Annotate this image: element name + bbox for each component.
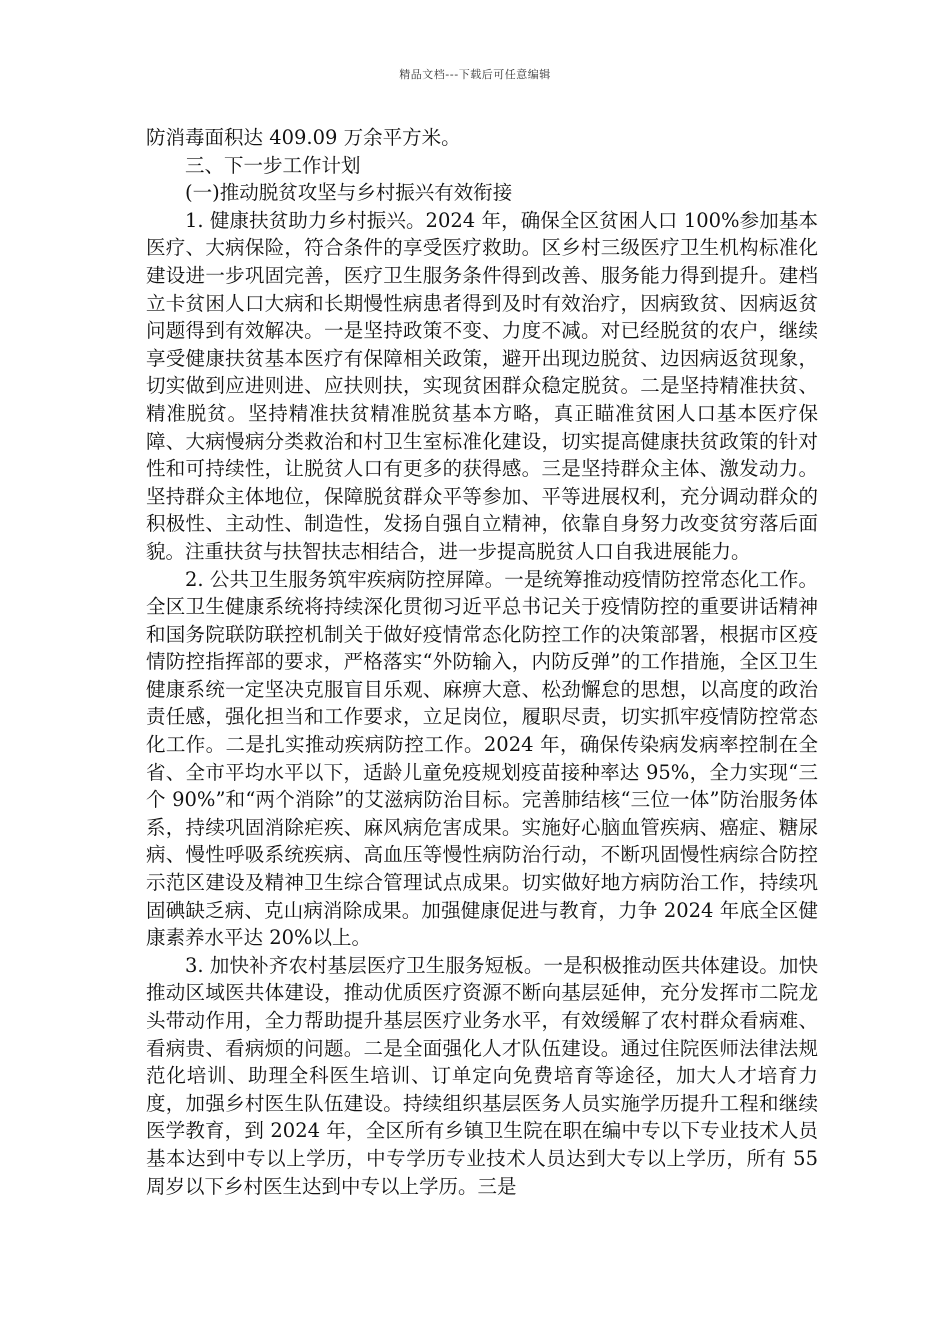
page-header: 精品文档---下载后可任意编辑: [399, 68, 551, 81]
document-body: [146, 124, 818, 1200]
paragraph: 1. 健康扶贫助力乡村振兴。2024 年，确保全区贫困人口 100%参加基本医疗、大病保险，符合条件的享受医疗救助。区乡村三级医疗卫生机构标准化建设进一步巩固完善，医疗卫生服务条件得到改善、服务能力得到提升。建档立卡贫困人口大病和长期慢性病患者得到及时有效治疗，因病致贫、因病返贫问题得到有效解决。一是坚持政策不变、力度不减。对已经脱贫的农户，继续享受健康扶贫基本医疗有保障相关政策，避开出现边脱贫、边因病返贫现象，切实做到应进则进、应扶则扶，实现贫困群众稳定脱贫。二是坚持精准扶贫、精准脱贫。坚持精准扶贫精准脱贫基本方略，真正瞄准贫困人口基本医疗保障、大病慢病分类救治和村卫生室标准化建设，切实提高健康扶贫政策的针对性和可持续性，让脱贫人口有更多的获得感。三是坚持群众主体、激发动力。坚持群众主体地位，保障脱贫群众平等参加、平等进展权利，充分调动群众的积极性、主动性、制造性，发扬自强自立精神，依靠自身努力改变贫穷落后面貌。注重扶贫与扶智扶志相结合，进一步提高脱贫人口自我进展能力。: [146, 208, 818, 563]
paragraph: 3. 加快补齐农村基层医疗卫生服务短板。一是积极推动医共体建设。加快推动区域医共体建设，推动优质医疗资源不断向基层延伸，充分发挥市二院龙头带动作用，全力帮助提升基层医疗业务水平，有效缓解了农村群众看病难、看病贵、看病烦的问题。二是全面强化人才队伍建设。通过住院医师法律法规范化培训、助理全科医生培训、订单定向免费培育等途径，加大人才培育力度，加强乡村医生队伍建设。持续组织基层医务人员实施学历提升工程和继续医学教育，到 2024 年，全区所有乡镇卫生院在职在编中专以下专业技术人员基本达到中专以上学历，中专学历专业技术人员达到大专以上学历，所有 55 周岁以下乡村医生达到中专以上学历。三是: [146, 953, 818, 1198]
subsection-heading: (一)推动脱贫攻坚与乡村振兴有效衔接: [185, 181, 513, 205]
section-heading: 三、下一步工作计划: [185, 153, 361, 177]
paragraph: 防消毒面积达 409.09 万余平方米。: [146, 126, 461, 149]
paragraph: 2. 公共卫生服务筑牢疾病防控屏障。一是统筹推动疫情防控常态化工作。全区卫生健康系统将持续深化贯彻习近平总书记关于疫情防控的重要讲话精神和国务院联防联控机制关于做好疫情常态化防控工作的决策部署，根据市区疫情防控指挥部的要求，严格落实“外防输入，内防反弹”的工作措施，全区卫生健康系统一定坚决克服盲目乐观、麻痹大意、松劲懈怠的思想，以高度的政治责任感，强化担当和工作要求，立足岗位，履职尽责，切实抓牢疫情防控常态化工作。二是扎实推动疾病防控工作。2024 年，确保传染病发病率控制在全省、全市平均水平以下，适龄儿童免疫规划疫苗接种率达 95%，全力实现“三个 90%”和“两个消除”的艾滋病防治目标。完善肺结核“三位一体”防治服务体系，持续巩固消除疟疾、麻风病危害成果。实施好心脑血管疾病、癌症、糖尿病、慢性呼吸系统疾病、高血压等慢性病防治行动，不断巩固慢性病综合防控示范区建设及精神卫生综合管理试点成果。切实做好地方病防治工作，持续巩固碘缺乏病、克山病消除成果。加强健康促进与教育，力争 2024 年底全区健康素养水平达 20%以上。: [146, 567, 818, 950]
